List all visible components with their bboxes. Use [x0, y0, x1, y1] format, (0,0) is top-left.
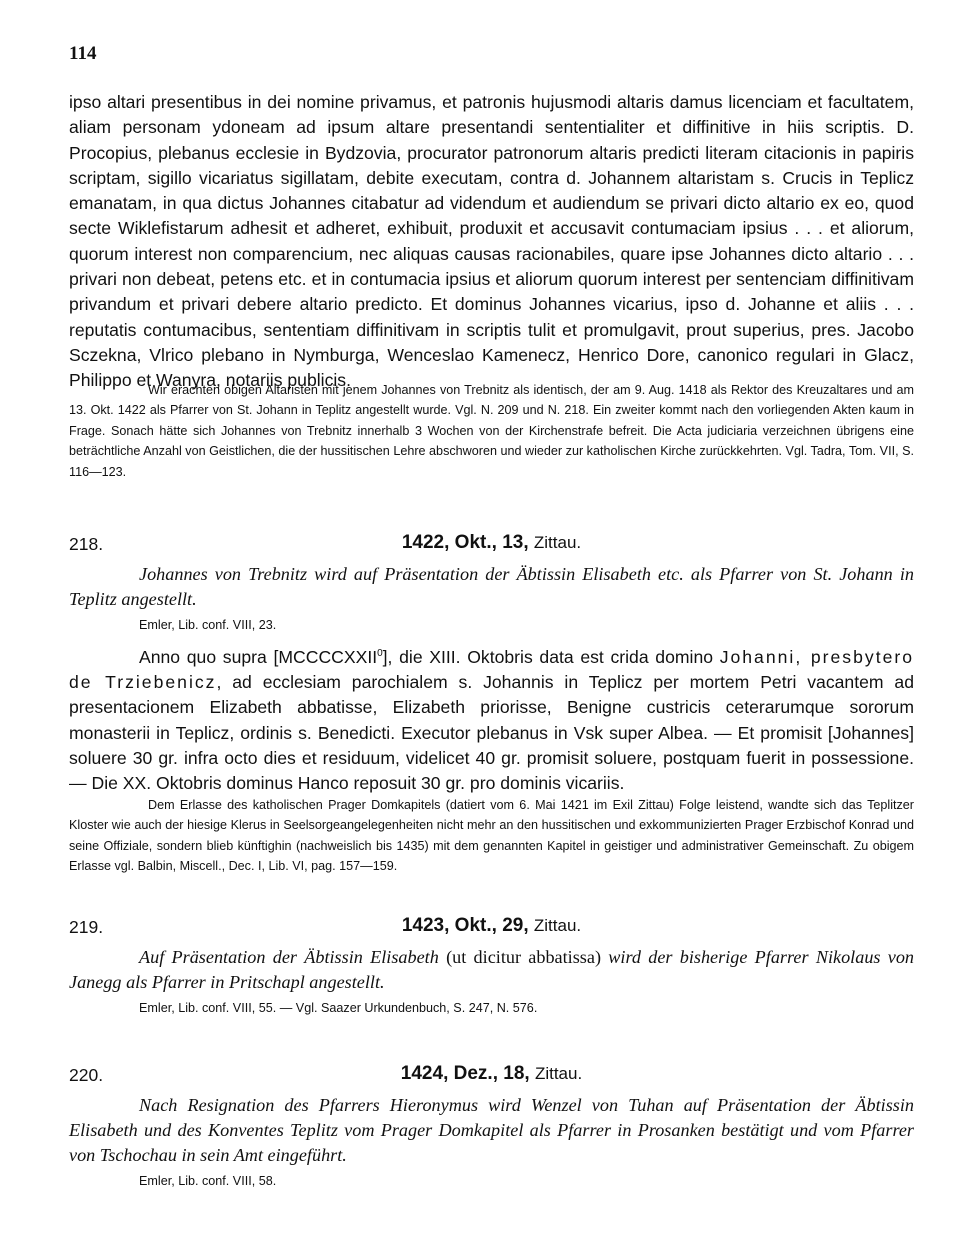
entry-date-text: 1424, Dez., 18, [400, 1063, 530, 1084]
entry-218-note [69, 795, 914, 877]
summary-part-c: wird der bisherige Pfarrer Nikolaus von Janegg als Pfarrer in Pritschapl angestellt. [69, 947, 915, 992]
charter-rest: , ad ecclesiam parochialem s. Johannis in Teplicz per mortem Petri vacantem ad presentacionem Elizabeth abbatisse, Elizabeth priorisse, Benigne custricis ceterarumque sororum monasterii in Teplicz, ordinis s. Benedicti. Executor plebanus in Vsk super Albea. — Et promisit [Johannes] soluere 30 gr. infra octo dies et residuum, videlicet 40 gr. promisit soluere, postquam fuerit in possessione. — Die XX. Oktobris dominus Hanco reposuit 30 gr. pro dominis vicariis. [69, 672, 914, 794]
entry-note: Dem Erlasse des katholischen Prager Domkapitels (datiert vom 6. Mai 1421 im Exil Zittau) Folge leistend, wandte sich das Teplitzer Kloster wie auch der hiesige Klerus in Seelsorgeangelegenheiten nicht mehr an den hussitischen und exkommunizierten Prager Erzbischof Konrad und seine Offiziale, sondern blieb künftighin (nachweislich bis 1435) mit dem genannten Kapitel in geistiger und administrativer Gemeinschaft. Zu obigem Erlasse vgl. Balbin, Miscell., Dec. I, Lib. VI, pag. 157—159. [69, 798, 914, 874]
entry-219-heading [69, 917, 914, 943]
charter-spaced-name: Johanni, presbytero de Trziebenicz [69, 646, 915, 693]
entry-number: 218. [69, 534, 104, 554]
entry-source: Emler, Lib. conf. VIII, 55. — Vgl. Saazer Urkundenbuch, S. 247, N. 576. [139, 1001, 538, 1015]
footnote-217 [69, 380, 914, 482]
charter-start: Anno quo supra [MCCCCXXII [139, 646, 378, 667]
entry-number: 220. [69, 1065, 104, 1085]
entry-date [69, 1063, 914, 1085]
entry-218-body [69, 562, 914, 797]
entry-218-heading [69, 534, 914, 560]
entry-220-body [69, 1093, 914, 1190]
entry-date [69, 532, 914, 554]
intro-section [69, 90, 914, 394]
entry-place: Zittau. [534, 1064, 583, 1083]
summary-part-b: (ut dicitur abbatissa) [438, 947, 609, 967]
entry-date-text: 1423, Okt., 29, [401, 915, 529, 936]
entry-number: 219. [69, 917, 104, 937]
entry-place: Zittau. [533, 533, 582, 552]
charter-mid: ], die XIII. Oktobris data est crida domino [382, 646, 720, 667]
entry-summary [69, 945, 914, 995]
entry-source: Emler, Lib. conf. VIII, 23. [139, 618, 277, 632]
summary-part-a: Auf Präsentation der Äbtissin Elisabeth [139, 947, 439, 967]
entry-220-heading [69, 1065, 914, 1091]
entry-place: Zittau. [533, 916, 582, 935]
charter-sup: 0 [377, 648, 383, 659]
entry-charter-text [69, 641, 914, 797]
intro-paragraph: ipso altari presentibus in dei nomine privamus, et patronis hujusmodi altaris damus licenciam et facultatem, aliam personam ydoneam ad ipsum altare presentandi sententialiter et diffinitive in hiis scriptis. D. Procopius, plebanus ecclesie in Bydzovia, procurator patronorum altaris predicti literam citacionis in papiris scriptam, sigillo vicariatus sigillatam, debite executam, contra d. Johannem altaristam s. Crucis in Teplicz emanatam, in qua dictus Johannes citabatur ad videndum et audiendum se privari dicto altario ex eo, quod secte Wiklefistarum adhesit et adheret, exhibuit, produxit et accusavit contumaciam ipsius . . . et aliorum, quorum interest non comparencium, nec aliquas causas racionabiles, quare ipse Johannes dicto altario . . . privari non debeat, petens etc. et in contumacia ipsius et aliorum quorum interest per sentenciam diffinitivam privandum et privari debere altario predicto. Et dominus Johannes vicarius, ipso d. Johanne et aliis . . . reputatis contumacibus, sententiam diffinitivam in scriptis tulit et promulgavit, prout superius, pres. Jacobo Sczekna, Vlrico plebano in Nymburga, Wenceslao Kamenecz, Henrico Dore, canonico regulari in Glacz, Philippo et Wanyra, notariis publicis. [69, 92, 914, 391]
entry-date-text: 1422, Okt., 13, [401, 532, 529, 553]
entry-date [69, 915, 914, 937]
entry-summary: Johannes von Trebnitz wird auf Präsentation der Äbtissin Elisabeth etc. als Pfarrer von St. Johann in Teplitz angestellt. [69, 564, 914, 609]
note-paragraph: Wir erachten obigen Altaristen mit jenem Johannes von Trebnitz als identisch, der am 9. Aug. 1418 als Rektor des Kreuzaltares und am 13. Okt. 1422 als Pfarrer von St. Johann in Teplitz angestellt wurde. Vgl. N. 209 und N. 218. Ein zweiter kommt nach den vorliegenden Akten kaum in Frage. Sonach hätte sich Johannes von Trebnitz innerhalb 3 Wochen von der Kirchenstrafe befreit. Die Acta judiciaria verzeichnen übrigens eine beträchtliche Anzahl von Geistlichen, die der hussitischen Lehre abschworen und wieder zur katholischen Kirche zurückkehrten. Vgl. Tadra, Tom. VII, S. 116—123. [69, 383, 914, 479]
entry-219-body [69, 945, 914, 1017]
entry-summary: Nach Resignation des Pfarrers Hieronymus wird Wenzel von Tuhan auf Präsentation der Äbtissin Elisabeth und des Konventes Teplitz vom Prager Domkapitel als Pfarrer in Prosanken bestätigt und vom Pfarrer von Tschochau in sein Amt eingeführt. [69, 1095, 914, 1165]
page-number: 114 [69, 43, 97, 64]
entry-source: Emler, Lib. conf. VIII, 58. [139, 1174, 277, 1188]
